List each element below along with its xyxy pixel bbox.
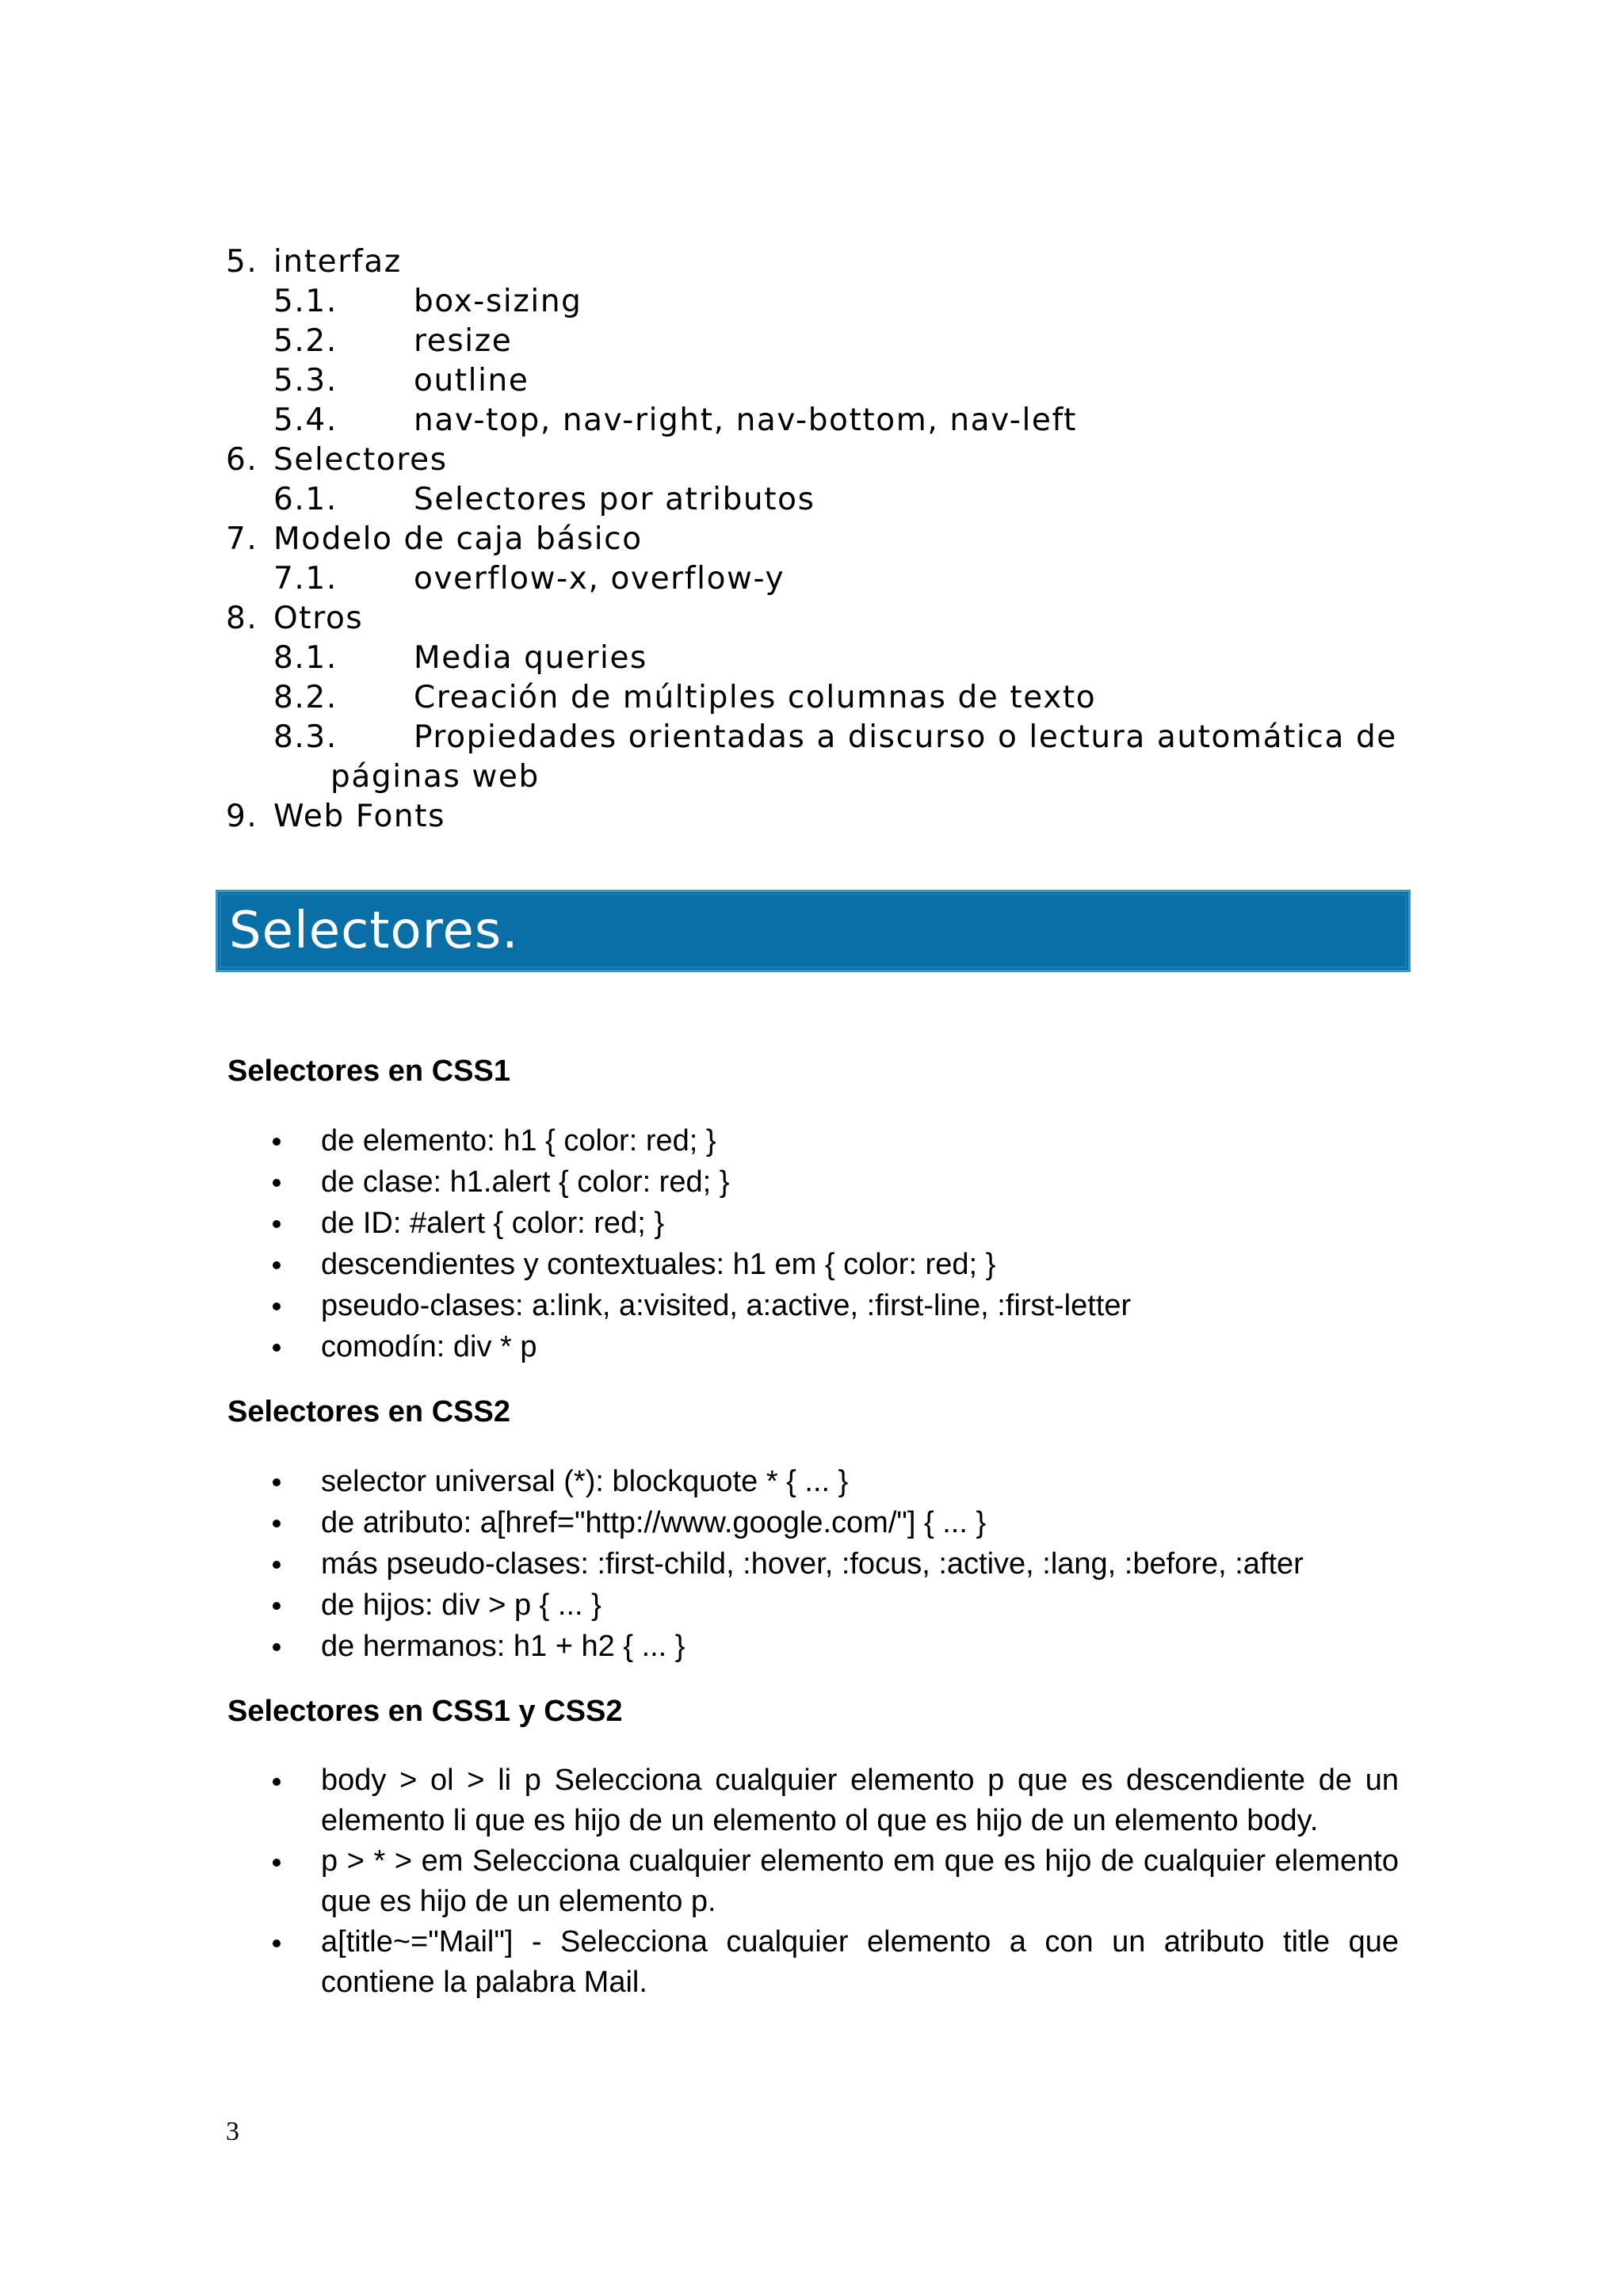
bullet-icon [273,1520,281,1527]
list-item-text: descendientes y contextuales: h1 em { color: red; } [321,1248,996,1281]
toc-number: 8.3. [273,719,338,755]
bullet-icon [273,1302,281,1310]
list-item-text: más pseudo-clases: :first-child, :hover, :focus, :active, :lang, :before, :after [321,1547,1304,1581]
list-item [227,1203,1399,1244]
toc-number: 5.2. [273,323,338,359]
toc-text: Selectores por atributos [414,482,815,517]
list-item-text: de elemento: h1 { color: red; } [321,1124,716,1158]
toc-text: box-sizing [414,284,582,319]
toc-number: 8.1. [273,640,338,676]
toc-text: páginas web [330,759,540,795]
css1-css2-heading: Selectores en CSS1 y CSS2 [227,1695,623,1728]
toc-number: 5. [226,244,258,280]
toc-number: 7.1. [273,561,338,597]
list-item [227,1120,1399,1161]
list-item [227,1326,1399,1367]
section-banner [216,890,1411,972]
css1-heading: Selectores en CSS1 [227,1055,510,1088]
bullet-icon [273,1859,281,1867]
list-item-text: a[title~="Mail"] - Selecciona cualquier elemento a con un atributo title que contiene la palabra Mail. [321,1925,1399,1999]
list-item [227,1502,1399,1543]
list-item [227,1285,1399,1326]
toc-text: Selectores [273,442,448,478]
toc-item [226,678,1415,718]
toc-text: resize [414,323,513,359]
toc-item [226,559,1415,599]
toc-item [226,282,1415,322]
toc-number: 5.1. [273,284,338,319]
list-item [227,1922,1399,2003]
list-item-text: p > * > em Selecciona cualquier elemento em que es hijo de cualquier elemento que es hijo de un elemento p. [321,1844,1399,1918]
toc-text: Propiedades orientadas a discurso o lectura automática de [414,719,1397,755]
list-item [227,1461,1399,1502]
toc-item [226,401,1415,441]
toc-text: Otros [273,601,364,636]
list-item [227,1760,1399,1841]
list-item [227,1841,1399,1922]
bullet-icon [273,1138,281,1146]
toc-text: Media queries [414,640,647,676]
list-item-text: de clase: h1.alert { color: red; } [321,1165,730,1199]
bullet-icon [273,1643,281,1651]
toc-number: 9. [226,799,258,834]
toc-item [226,242,1415,282]
toc-item [226,599,1415,639]
toc-number: 8. [226,601,258,636]
list-item-text: de hermanos: h1 + h2 { ... } [321,1630,685,1663]
toc-text: overflow-x, overflow-y [414,561,785,597]
toc-number: 5.4. [273,402,338,438]
toc-number: 6.1. [273,482,338,517]
list-item [227,1585,1399,1626]
list-item-text: de hijos: div > p { ... } [321,1589,601,1622]
toc-item [226,639,1415,678]
bullet-icon [273,1478,281,1486]
toc-text: Modelo de caja básico [273,521,643,557]
toc-number: 7. [226,521,258,557]
css2-list [227,1461,1399,1667]
list-item-text: selector universal (*): blockquote * { ... } [321,1465,849,1498]
toc-item [226,361,1415,401]
list-item-text: comodín: div * p [321,1330,537,1363]
list-item [227,1543,1399,1585]
list-item-text: de atributo: a[href="http://www.google.com/"] { ... } [321,1506,987,1539]
bullet-icon [273,1220,281,1228]
list-item [227,1161,1399,1203]
bullet-icon [273,1778,281,1786]
toc-text: nav-top, nav-right, nav-bottom, nav-left [414,402,1078,438]
toc-number: 5.3. [273,363,338,399]
toc-item [226,520,1415,559]
bullet-icon [273,1561,281,1569]
toc-item-continuation [226,757,1415,797]
toc-item [226,718,1415,757]
toc-number: 8.2. [273,680,338,715]
bullet-icon [273,1344,281,1352]
toc-text: interfaz [273,244,402,280]
css1-list [227,1120,1399,1367]
toc-item [226,797,1415,837]
list-item-text: pseudo-clases: a:link, a:visited, a:active, :first-line, :first-letter [321,1289,1132,1322]
toc-item [226,322,1415,361]
bullet-icon [273,1261,281,1269]
toc-item [226,480,1415,520]
toc-number: 6. [226,442,258,478]
bullet-icon [273,1939,281,1947]
toc-item [226,441,1415,480]
list-item [227,1626,1399,1667]
toc-text: Web Fonts [273,799,446,834]
page-number: 3 [226,2117,239,2146]
toc-text: outline [414,363,529,399]
list-item-text: body > ol > li p Selecciona cualquier elemento p que es descendiente de un elemento li que es hijo de un elemento ol que es hijo de un elemento body. [321,1764,1399,1837]
list-item-text: de ID: #alert { color: red; } [321,1207,665,1240]
css1-css2-list [227,1760,1399,2003]
table-of-contents [226,242,1415,837]
section-title: Selectores. [229,902,519,960]
css2-heading: Selectores en CSS2 [227,1395,510,1428]
toc-text: Creación de múltiples columnas de texto [414,680,1097,715]
bullet-icon [273,1602,281,1610]
list-item [227,1244,1399,1285]
bullet-icon [273,1179,281,1187]
